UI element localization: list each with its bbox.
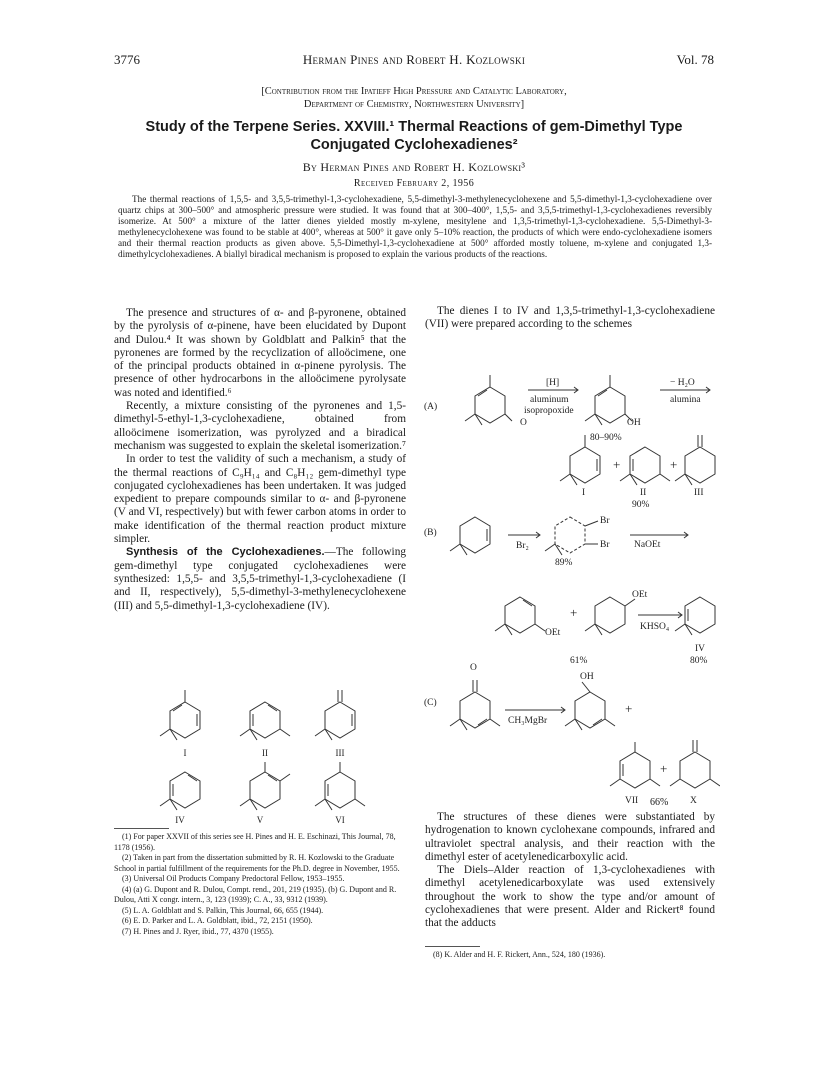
paragraph-mechanism: In order to test the validity of such a mechanism, a study of the thermal reactions of C₉H₁₄ and C₈H₁₂ gem-dimethyl type conjugated cyclohexadienes has been undertaken. It was judged expedient to prepare compounds similar to α- and β-pyronene (V and VI, respectively) but with fewer carbon atoms in order to make identification of the thermal reaction product mixture simpler. xyxy=(114,453,406,546)
footnote-5: (5) L. A. Goldblatt and S. Palkin, This Journal, 66, 655 (1944). xyxy=(122,905,324,915)
label-vi: VI xyxy=(335,815,345,825)
scheme-b-label: (B) xyxy=(424,528,437,538)
label-iv: IV xyxy=(175,815,185,825)
running-title: Herman Pines and Robert H. Kozlowski xyxy=(302,52,526,67)
yield-b3: 80% xyxy=(690,656,708,666)
yield-b2: 61% xyxy=(570,656,588,666)
structures-figure xyxy=(140,680,390,825)
svg-text:+: + xyxy=(670,457,678,472)
footnote-8: (8) K. Alder and H. F. Rickert, Ann., 524, 180 (1936). xyxy=(433,950,606,959)
footnote-1: (1) For paper XXVII of this series see H. Pines and H. E. Eschinazi, This Journal, 78, 1178 (1956). xyxy=(114,832,396,852)
footnote-rule-left xyxy=(114,828,169,829)
product-iii: III xyxy=(694,488,704,498)
footnotes-right xyxy=(425,950,715,961)
yield-a2: 90% xyxy=(632,500,650,510)
structure-iv-icon xyxy=(160,772,200,810)
product-iv: IV xyxy=(695,644,706,654)
contribution-line-1: [Contribution from the Ipatieff High Pressure and Catalytic Laboratory, xyxy=(261,86,567,97)
paragraph-synthesis xyxy=(114,546,406,612)
page-number: 3776 xyxy=(114,52,140,67)
product-x: X xyxy=(690,796,697,805)
reagent-br2: Br₂ xyxy=(516,541,529,551)
reagent-isopropoxide: isopropoxide xyxy=(524,406,574,416)
product-vii: VII xyxy=(625,796,639,805)
product-i: I xyxy=(582,488,586,498)
svg-text:+: + xyxy=(613,457,621,472)
br-bottom: Br xyxy=(600,540,610,550)
reagent-aluminum: aluminum xyxy=(530,395,569,405)
structure-vi-icon xyxy=(315,762,365,810)
structure-i-icon xyxy=(160,690,200,740)
footnote-3: (3) Universal Oil Products Company Predoctoral Fellow, 1953–1955. xyxy=(122,874,345,883)
footnotes-left xyxy=(114,832,406,937)
label-v: V xyxy=(256,815,264,825)
label-iii: III xyxy=(335,748,345,758)
structure-v-icon xyxy=(240,762,290,810)
reagent-alumina: alumina xyxy=(670,395,701,405)
volume-label: Vol. 78 xyxy=(676,52,714,67)
scheme-c-label: (C) xyxy=(424,698,437,708)
oxygen-c: O xyxy=(470,663,477,673)
byline: By Herman Pines and Robert H. Kozlowski³ xyxy=(302,160,526,174)
footnote-4: (4) (a) G. Dupont and R. Dulou, Compt. rend., 201, 219 (1935). (b) G. Dupont and R. Dulou, Atti X congr. intern., 3, 123 (1939); C. A., 33, 9312 (1939). xyxy=(114,884,397,904)
right-column-text xyxy=(425,811,715,931)
yield-a1: 80–90% xyxy=(590,433,622,443)
svg-text:+: + xyxy=(625,701,633,716)
footnote-7: (7) H. Pines and J. Ryer, ibid., 77, 4370 (1955). xyxy=(122,926,274,936)
structure-ii-icon xyxy=(240,702,290,740)
label-i: I xyxy=(183,748,187,758)
footnote-6: (6) E. D. Parker and L. A. Goldblatt, ibid., 72, 2151 (1950). xyxy=(122,916,313,925)
svg-text:+: + xyxy=(570,605,578,620)
scheme-intro: The dienes I to IV and 1,3,5-trimethyl-1,3-cyclohexadiene (VII) were prepared according to the schemes xyxy=(425,305,715,331)
yield-c: 66% xyxy=(650,797,669,808)
left-column xyxy=(114,307,406,613)
oet-2: OEt xyxy=(632,590,648,600)
footnote-rule-right xyxy=(425,946,480,947)
isophorone-icon xyxy=(465,375,512,425)
section-heading: Synthesis of the Cyclohexadienes. xyxy=(126,546,325,559)
contribution-line-2: Department of Chemistry, Northwestern University] xyxy=(303,99,525,110)
synthesis-text: —The following gem-dimethyl type conjugated cyclohexadienes were synthesized: 1,5,5- and 3,5,5-trimethyl-1,3-cyclohexadiene (I and II, respectively), 5,5-dimethyl-3-methylenecyclohexene (III) and 5,5-dimethyl-1,3-cyclohexadiene (IV). xyxy=(114,546,406,612)
br-top: Br xyxy=(600,516,610,526)
oxygen-label: O xyxy=(520,418,527,428)
reaction-schemes xyxy=(420,345,720,805)
label-ii: II xyxy=(262,748,268,758)
paragraph-diels-alder: The Diels–Alder reaction of 1,3-cyclohexadienes with dimethyl acetylenedicarboxylate was used extensively throughout the work to show the type and/or amount of cyclohexadienes that were present. Alder and Rickert⁸ found that the adducts xyxy=(425,864,715,930)
svg-text:+: + xyxy=(660,761,668,776)
paragraph-structures: The structures of these dienes were substantiated by hydrogenation to known cyclohexane compounds, infrared and ultraviolet spectral analysis, and their reaction with the dimethyl ester of acetylenedicarboxylic acid. xyxy=(425,811,715,863)
title-line-1: Study of the Terpene Series. XXVIII.¹ Thermal Reactions of gem-Dimethyl Type xyxy=(145,119,683,135)
received-date: Received February 2, 1956 xyxy=(353,178,475,189)
contribution-note xyxy=(114,85,714,111)
reagent-naoet: NaOEt xyxy=(634,540,661,550)
isophorol-icon xyxy=(585,375,632,425)
hydroxyl-label: OH xyxy=(627,418,641,428)
title-line-2: Conjugated Cyclohexadienes² xyxy=(310,137,518,153)
reagent-h2o: − H₂O xyxy=(670,378,695,388)
reagent-ch3mgbr: CH₃MgBr xyxy=(508,716,548,726)
abstract: The thermal reactions of 1,5,5- and 3,5,5-trimethyl-1,3-cyclohexadiene, 5,5-dimethyl-3-methylenecyclohexene and 5,5-dimethyl-1,3-cyclohexadiene over quartz chips at 300–500° and atmospheric pressure were studied. It was found that at 300–400°, 1,5,5- and 3,5,5-trimethyl-1,3-cyclohexadienes reversibly isomerize. At 500° a mixture of the latter dienes yielded mostly m-xylene, mesitylene and 1,3,5-trimethyl-1,3-cyclohexadiene. 5,5-Dimethyl-3-methylenecyclohexene was found to be stable at 400°, whereas at 500° it gave only 5–10% reaction, the products of which were endo-cyclohexadiene isomers and their thermal reaction products as given above. 5,5-Dimethyl-1,3-cyclohexadiene at 500° afforded mostly toluene, m-xylene and conjugated 1,3-dimethylcyclohexadienes. A biallyl biradical mechanism is proposed to explain the various products of the reactions. xyxy=(118,194,712,259)
paragraph-recently: Recently, a mixture consisting of the pyronenes and 1,5-dimethyl-5-ethyl-1,3-cyclohexadiene, obtained from alloöcimene isomerization, was pyrolyzed and a biradical mechanism was suggested to explain the skeletal isomerization.⁷ xyxy=(114,400,406,452)
product-ii: II xyxy=(640,488,647,498)
paper-title xyxy=(114,118,714,154)
structure-iii-icon xyxy=(315,690,355,740)
paragraph-intro: The presence and structures of α- and β-pyronene, obtained by the pyrolysis of α-pinene, have been elucidated by Dupont and Dulou.⁴ It was shown by Goldblatt and Palkin⁵ that the pyronenes are formed by the recyclization of alloöcimene, one of the principal products obtained in α-pinene pyrolysis. The presence of other hydrocarbons in the alloöcimene pyrolysate was noted and identified.⁶ xyxy=(114,307,406,399)
footnote-2: (2) Taken in part from the dissertation submitted by R. H. Kozlowski to the Graduate School in partial fulfillment of the requirements for the Ph.D. degree in November, 1955. xyxy=(114,853,400,873)
reagent-h: [H] xyxy=(546,378,560,388)
hydroxyl-c: OH xyxy=(580,672,594,682)
reagent-khso4: KHSO₄ xyxy=(640,622,670,632)
yield-b1: 89% xyxy=(555,558,573,568)
scheme-a-label: (A) xyxy=(424,402,438,412)
oet-1: OEt xyxy=(545,628,561,638)
